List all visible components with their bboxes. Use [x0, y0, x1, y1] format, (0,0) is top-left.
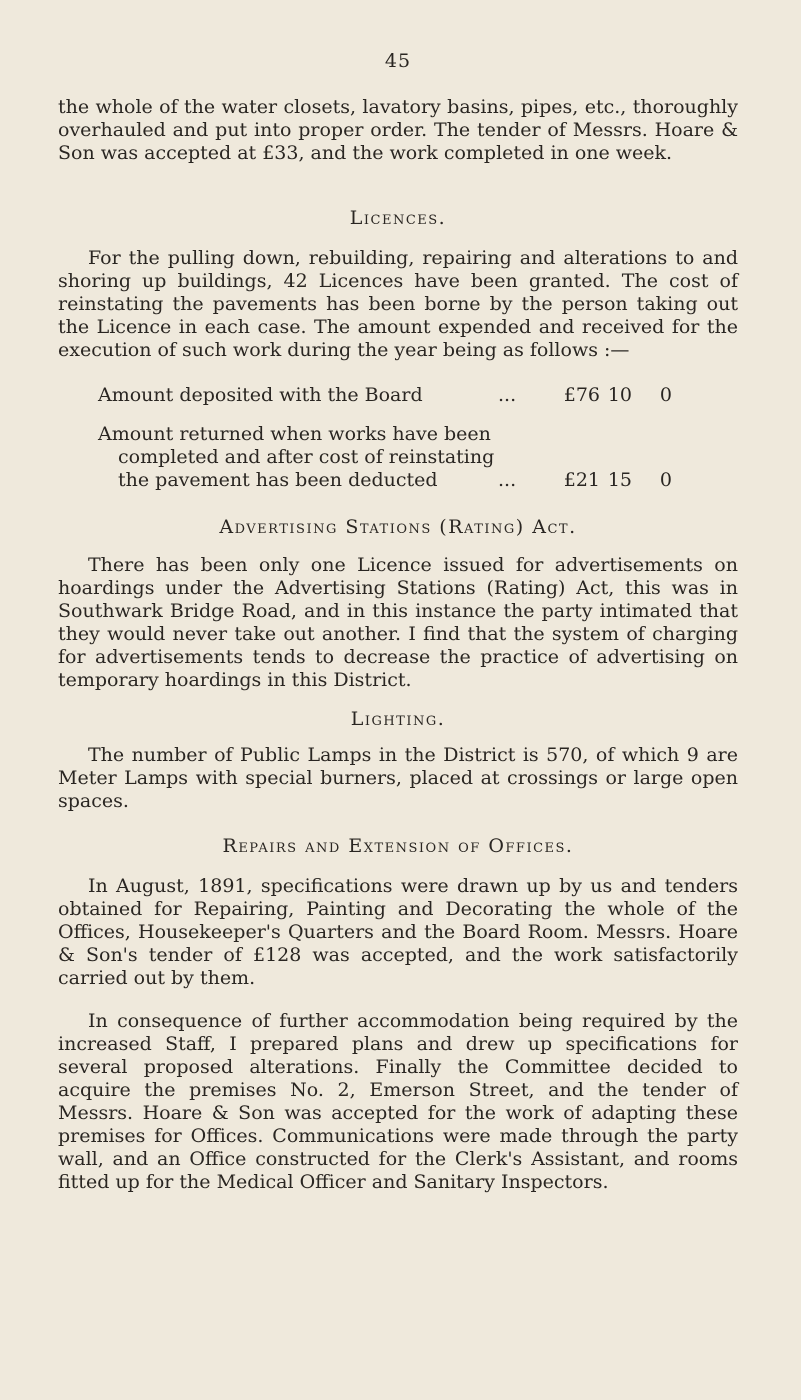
account-amount: [538, 384, 672, 407]
licences-accounts-table: [58, 384, 718, 492]
leader-dots: ...: [498, 469, 517, 491]
amount-pounds: £21: [563, 469, 600, 491]
account-label: [58, 423, 498, 492]
intro-paragraph: the whole of the water closets, lavatory basins, pipes, etc., thoroughly overhauled and put into proper order. The tender of Messrs. Hoare & Son was accepted at £33, and the work completed in one week.: [58, 96, 738, 164]
amount-shillings: 10: [607, 384, 632, 406]
advertising-paragraph: There has been only one Licence issued for advertisements on hoardings under the Advertising Stations (Rating) Act, this was in Southwark Bridge Road, and in this instance the party intimated that they would never take out another. I find that the system of charging for advertisements tends to decrease the practice of advertising on temporary hoardings in this District.: [58, 554, 738, 691]
account-row-returned: [58, 423, 718, 492]
repairs-paragraph-2: In consequence of further accommodation being required by the increased Staff, I prepared plans and drew up specifications for several proposed alterations. Finally the Committee decided to acquire the premises No. 2, Emerson Street, and the tender of Messrs. Hoare & Son was accepted for the work of adapting these premises for Offices. Communications were made through the party wall, and an Office constructed for the Clerk's Assistant, and rooms fitted up for the Medical Officer and Sanitary Inspectors.: [58, 1010, 738, 1193]
repairs-heading: Repairs and Extension of Offices.: [222, 835, 574, 857]
leader-dots: ...: [498, 384, 517, 406]
account-amount: [538, 469, 672, 492]
document-page: [58, 50, 738, 1194]
amount-pence: 0: [659, 384, 672, 406]
licences-heading: Licences.: [349, 207, 447, 229]
repairs-paragraph-1: In August, 1891, specifications were drawn up by us and tenders obtained for Repairing, Painting and Decorating the whole of the Offices, Housekeeper's Quarters and the Board Room. Messrs. Hoare & Son's tender of £128 was accepted, and the work satisfactorily carried out by them.: [58, 875, 738, 989]
amount-pounds: £76: [563, 384, 600, 406]
advertising-heading: Advertising Stations (Rating) Act.: [219, 516, 577, 538]
account-row-deposited: [58, 384, 718, 407]
page-number: 45: [384, 50, 412, 72]
account-label-line: Amount returned when works have been: [98, 423, 491, 445]
account-label-line: Amount deposited with the Board: [98, 384, 423, 406]
amount-shillings: 15: [607, 469, 632, 491]
account-label: [58, 384, 498, 407]
licences-paragraph: For the pulling down, rebuilding, repairing and alterations to and shoring up buildings, 42 Licences have been granted. The cost of reinstating the pavements has been borne by the person taking out the Licence in each case. The amount expended and received for the execution of such work during the year being as follows :—: [58, 247, 738, 361]
lighting-paragraph: The number of Public Lamps in the District is 570, of which 9 are Meter Lamps with special burners, placed at crossings or large open spaces.: [58, 744, 738, 812]
account-label-continuation: completed and after cost of reinstating the pavement has been deducted: [118, 446, 495, 491]
lighting-heading: Lighting.: [350, 708, 446, 730]
amount-pence: 0: [659, 469, 672, 491]
